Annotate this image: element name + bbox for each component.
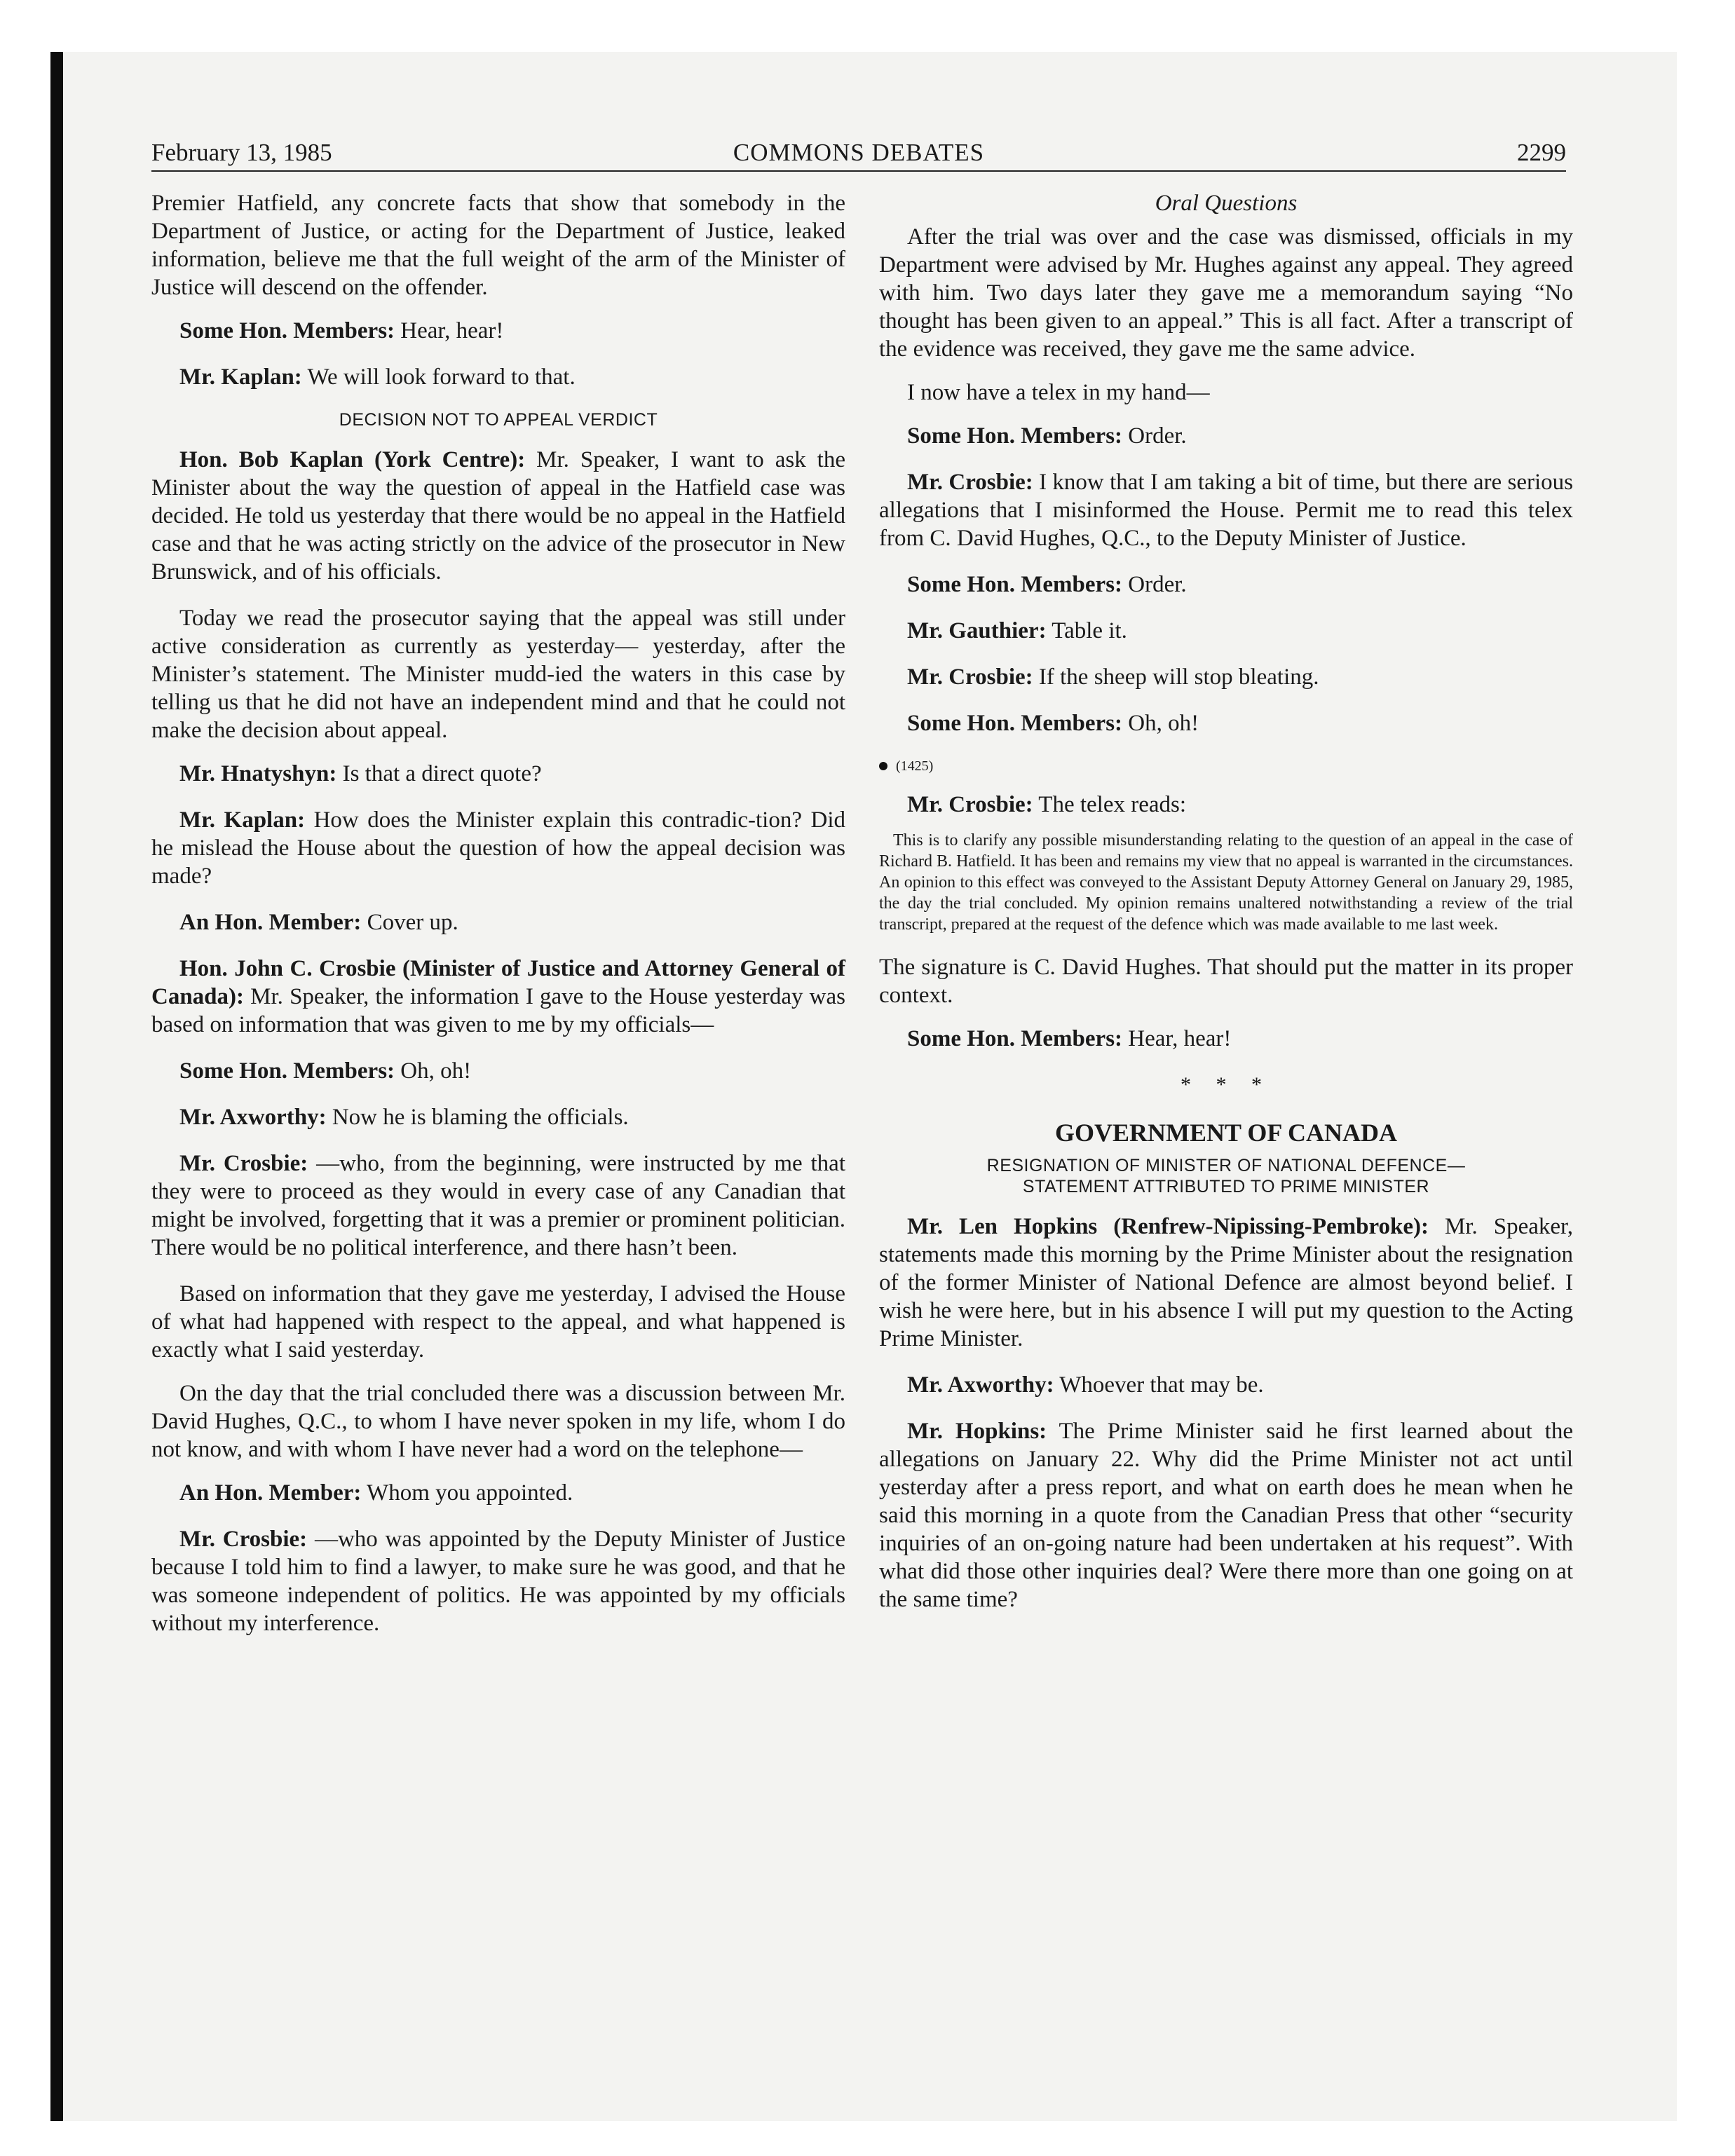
paragraph: I now have a telex in my hand— xyxy=(907,380,1210,405)
paragraph: Based on information that they gave me yesterday, I advised the House of what had happened with respect to the appeal, and what happened is exactly what I said yesterday. xyxy=(151,1281,845,1363)
speech xyxy=(879,617,1573,645)
speaker: Mr. Len Hopkins (Renfrew-Nipissing-Pembroke): xyxy=(907,1214,1429,1239)
speech-text: Mr. Speaker, I want to ask the Minister about the way the question of appeal in the Hatfield case was decided. He told us yesterday that there would be no appeal in the Hatfield case and that he was acting strictly on the advice of the prosecutor in New Brunswick, and of his officials. xyxy=(151,447,845,585)
section-separator: * * * xyxy=(1181,1073,1272,1096)
speech-text: The Prime Minister said he first learned about the allegations on January 22. Why did the Prime Minister not act until yesterday after a press report, and what on earth does he mean when he said this morning in a quote from the Canadian Press that other “security inquiries of an on-going nature had been undertaken at his request”. With what did those other inquiries deal? Were there more than one going on at the same time? xyxy=(879,1419,1573,1612)
speech xyxy=(151,760,845,788)
speaker: Mr. Axworthy: xyxy=(907,1372,1054,1398)
speech xyxy=(151,1525,845,1637)
speech xyxy=(151,1479,845,1507)
speech-text: Mr. Speaker, statements made this morning by the Prime Minister about the resignation of the former Minister of National Defence are almost beyond belief. I wish he were here, but in his absence I will put my question to the Acting Prime Minister. xyxy=(879,1214,1573,1351)
speech-text: Cover up. xyxy=(361,910,458,935)
speech xyxy=(879,1213,1573,1353)
speech xyxy=(151,955,845,1039)
speaker: Mr. Hopkins: xyxy=(907,1419,1047,1444)
speech xyxy=(879,791,1573,819)
page-number: 2299 xyxy=(1517,139,1566,166)
speech-text: We will look forward to that. xyxy=(301,364,576,390)
running-section-title: Oral Questions xyxy=(1155,191,1298,216)
speech-text: Whoever that may be. xyxy=(1054,1372,1264,1398)
speech xyxy=(879,571,1573,599)
subheading-line: STATEMENT ATTRIBUTED TO PRIME MINISTER xyxy=(1022,1177,1430,1196)
left-column xyxy=(151,189,845,1656)
right-column xyxy=(879,189,1573,1632)
speech xyxy=(879,663,1573,691)
speaker: Mr. Kaplan: xyxy=(179,807,306,833)
timestamp xyxy=(879,756,1573,777)
speech xyxy=(151,1149,845,1262)
speaker: Some Hon. Members: xyxy=(907,572,1123,597)
speaker: Mr. Crosbie: xyxy=(179,1151,308,1176)
speech-text: Whom you appointed. xyxy=(361,1480,573,1506)
paragraph: Premier Hatfield, any concrete facts that show that somebody in the Department of Justice, or acting for the Department of Justice, leaked information, believe me that the full weight of the arm of the Minister of Justice will descend on the offender. xyxy=(151,191,845,300)
speaker: Mr. Kaplan: xyxy=(179,364,302,390)
speaker: Mr. Axworthy: xyxy=(179,1105,327,1130)
speech-text: If the sheep will stop bleating. xyxy=(1033,664,1319,690)
speech-text: Table it. xyxy=(1046,618,1127,643)
subheading xyxy=(879,1155,1573,1197)
binding-edge xyxy=(50,52,63,2121)
speaker: Some Hon. Members: xyxy=(907,1026,1123,1051)
speech xyxy=(879,1025,1573,1053)
speech-text: How does the Minister explain this contradic-tion? Did he mislead the House about the question of how the appeal decision was made? xyxy=(151,807,845,889)
paragraph: On the day that the trial concluded there was a discussion between Mr. David Hughes, Q.C., to whom I have never spoken in my life, whom I do not know, and with whom I have never had a word on the telephone— xyxy=(151,1381,845,1462)
speech xyxy=(151,1057,845,1085)
telex-quote: This is to clarify any possible misunderstanding relating to the question of an appeal in the case of Richard B. Hatfield. It has been and remains my view that no appeal is warranted in the circumstances. An opinion to this effect was conveyed to the Assistant Deputy Attorney General on January 29, 1985, the day the trial concluded. My opinion remains unaltered notwithstanding a review of the trial transcript, prepared at the request of the defence which was made available to me last week. xyxy=(879,831,1573,934)
speech xyxy=(151,363,845,391)
header-title: COMMONS DEBATES xyxy=(733,139,985,166)
paragraph: Today we read the prosecutor saying that the appeal was still under active consideration as currently as yesterday— yesterday, after the Minister’s statement. The Minister mudd-ied the waters in this case by telling us that he did not have an independent mind and that he could not make the decision about appeal. xyxy=(151,606,845,743)
speaker: Some Hon. Members: xyxy=(907,423,1123,449)
speaker: Some Hon. Members: xyxy=(179,1058,395,1084)
speech-text: Oh, oh! xyxy=(1122,711,1199,736)
section-heading: GOVERNMENT OF CANADA xyxy=(1054,1119,1397,1147)
running-header xyxy=(151,135,1566,172)
speaker: Mr. Crosbie: xyxy=(907,792,1033,817)
speech-text: Hear, hear! xyxy=(395,318,504,343)
speaker: Mr. Crosbie: xyxy=(179,1527,308,1552)
speaker: An Hon. Member: xyxy=(179,910,362,935)
speech-text: —who was appointed by the Deputy Minister of Justice because I told him to find a lawyer, to make sure he was good, and that he was someone independent of politics. He was appointed by my officials without my interference. xyxy=(151,1527,845,1636)
speech xyxy=(151,908,845,936)
speaker: Some Hon. Members: xyxy=(179,318,395,343)
subheading-line: RESIGNATION OF MINISTER OF NATIONAL DEFENCE— xyxy=(986,1156,1466,1175)
speech-text: Order. xyxy=(1122,572,1187,597)
speech xyxy=(879,1371,1573,1399)
speech-text: I know that I am taking a bit of time, but there are serious allegations that I misinformed the House. Permit me to read this telex from C. David Hughes, Q.C., to the Deputy Minister of Justice. xyxy=(879,470,1573,551)
paragraph: After the trial was over and the case was dismissed, officials in my Department were advised by Mr. Hughes against any appeal. They agreed with him. Two days later they gave me a memorandum saying “No thought has been given to an appeal.” This is all fact. After a transcript of the evidence was received, they gave me the same advice. xyxy=(879,224,1573,362)
speech-text: Mr. Speaker, the information I gave to the House yesterday was based on information that was given to me by my officials— xyxy=(151,984,845,1037)
speaker: Hon. John C. Crosbie (Minister of Justice and Attorney General of Canada): xyxy=(151,956,845,1009)
speaker: Mr. Crosbie: xyxy=(907,470,1033,495)
speech xyxy=(879,709,1573,737)
subheading: DECISION NOT TO APPEAL VERDICT xyxy=(339,410,658,430)
speech-text: Order. xyxy=(1122,423,1187,449)
speaker: Mr. Crosbie: xyxy=(907,664,1033,690)
speech-text: —who, from the beginning, were instructed by me that they were to proceed as they would in every case of any Canadian that might be involved, forgetting that it was a premier or prominent politician. There would be no political interference, and there hasn’t been. xyxy=(151,1151,845,1260)
speaker: An Hon. Member: xyxy=(179,1480,362,1506)
speech-text: Now he is blaming the officials. xyxy=(326,1105,629,1130)
speech xyxy=(879,1417,1573,1613)
timestamp-text: (1425) xyxy=(896,758,934,774)
header-date: February 13, 1985 xyxy=(151,139,332,166)
speaker: Hon. Bob Kaplan (York Centre): xyxy=(179,447,526,472)
speech xyxy=(151,1103,845,1131)
speech xyxy=(151,806,845,890)
paragraph: The signature is C. David Hughes. That should put the matter in its proper context. xyxy=(879,955,1573,1008)
speech-text: Oh, oh! xyxy=(395,1058,472,1084)
speaker: Some Hon. Members: xyxy=(907,711,1123,736)
speaker: Mr. Gauthier: xyxy=(907,618,1047,643)
bullet-icon xyxy=(879,762,887,770)
speech-text: Is that a direct quote? xyxy=(336,761,542,786)
speech xyxy=(151,317,845,345)
speech-text: Hear, hear! xyxy=(1122,1026,1232,1051)
speech-text: The telex reads: xyxy=(1033,792,1187,817)
speech xyxy=(879,468,1573,552)
speech xyxy=(879,422,1573,450)
speech xyxy=(151,446,845,586)
speaker: Mr. Hnatyshyn: xyxy=(179,761,337,786)
